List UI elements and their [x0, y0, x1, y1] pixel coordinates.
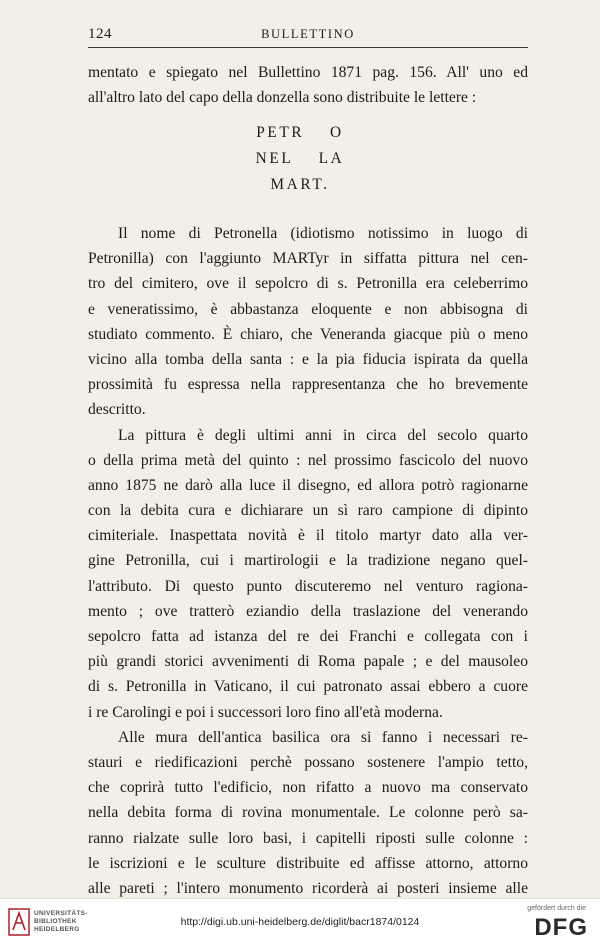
text-line: e veneratissimo, è abbastanza eloquente e non abbisogna di: [88, 300, 528, 318]
text-line: Il nome di Petronella (idiotismo notissimo in luogo di: [118, 225, 528, 242]
paragraph: [88, 221, 528, 423]
text-line: che coprirà tutto l'edificio, non rifatto a nuovo ma conservato: [88, 779, 528, 797]
text-line: sepolcro fatta ad istanza del re dei Franchi e collegata con i: [88, 628, 528, 645]
text-line: gine Petronilla, cui i martirologii e la tradizione negano quel-: [88, 552, 528, 570]
paragraph: [88, 423, 528, 725]
inscription-line: PETR O: [256, 124, 344, 141]
text-line: vicino alla tomba della santa : e la pia fiducia ispirata da quella: [88, 350, 528, 368]
text-line: nella debita forma di rovina monumentale. Le colonne però sa-: [88, 804, 528, 822]
text-line: o della prima metà del quinto : nel prossimo fascicolo del nuovo: [88, 451, 528, 469]
text-line: con la debita cura e dichiarare un sì raro campione di dipinto: [88, 502, 528, 520]
text-line: di s. Petronilla in Vaticano, il cui patronato assai ebbero a cuore: [88, 678, 528, 696]
text-line: stauri e riedificazioni perchè possano sostenere l'ampio tetto,: [88, 753, 528, 771]
text-line: più grandi storici avvenimenti di Roma papale ; e del mausoleo: [88, 653, 528, 671]
text-line: mento ; ove tratterò eziandio della traslazione del venerando: [88, 602, 528, 620]
text-line: alle pareti ; l'intero monumento ricorderà ai posteri insieme alle: [88, 879, 528, 897]
text-line: l'attributo. Di questo punto discuteremo nel venturo ragiona-: [88, 577, 528, 595]
text-line: all'altro lato del capo della donzella sono distribuite le lettere :: [88, 89, 477, 107]
text-line: descritto.: [88, 401, 146, 419]
text-line: tro del cimitero, ove il sepolcro di s. Petronilla era celeberrimo: [88, 275, 528, 293]
text-line: cimiteriale. Inaspettata novità è il titolo martyr dato alla ver-: [88, 527, 528, 545]
paragraph: [88, 725, 528, 901]
text-line: anno 1875 ne darò alla luce il disegno, ed allora potrò ragionarne: [88, 476, 528, 494]
body-text: [88, 221, 528, 901]
page-number: 124: [88, 26, 112, 42]
text-line: i re Carolingi e poi i successori loro fino all'età moderna.: [88, 703, 443, 721]
running-head: [88, 26, 528, 46]
text-line: ranno rialzate sulle loro basi, i capitelli riposti sulle colonne :: [88, 829, 528, 847]
footer-bar: [0, 898, 600, 944]
funded-by-label: gefördert durch die: [527, 905, 586, 912]
inscription-line: NEL LA: [255, 150, 345, 167]
intro-text: [88, 60, 528, 110]
text-line: mentato e spiegato nel Bullettino 1871 pag. 156. All' uno ed: [88, 64, 528, 81]
dfg-logo: DFG: [534, 914, 588, 941]
permalink-url[interactable]: http://digi.ub.uni-heidelberg.de/diglit/bacr1874/0124: [180, 916, 420, 928]
text-line: La pittura è degli ultimi anni in circa del secolo quarto: [118, 426, 528, 444]
text-line: prossimità fu espressa nella rappresentanza che ho brevemente: [88, 376, 528, 394]
text-line: le iscrizioni e le sculture distribuite ed affisse attorno, attorno: [88, 854, 528, 872]
text-line: Petronilla) con l'aggiunto MARTyr in siffatta pittura nel cen-: [88, 250, 528, 268]
running-title: BULLETTINO: [261, 27, 355, 41]
inscription-line: MART.: [270, 176, 330, 193]
header-rule: [88, 47, 528, 48]
text-line: studiato commento. È chiaro, che Veneranda giacque più o meno: [88, 325, 528, 343]
library-name-line: BIBLIOTHEK: [34, 918, 77, 925]
text-line: Alle mura dell'antica basilica ora si fanno i necessari re-: [118, 728, 528, 746]
library-name-line: UNIVERSITÄTS-: [34, 910, 88, 917]
library-name-line: HEIDELBERG: [34, 926, 80, 933]
